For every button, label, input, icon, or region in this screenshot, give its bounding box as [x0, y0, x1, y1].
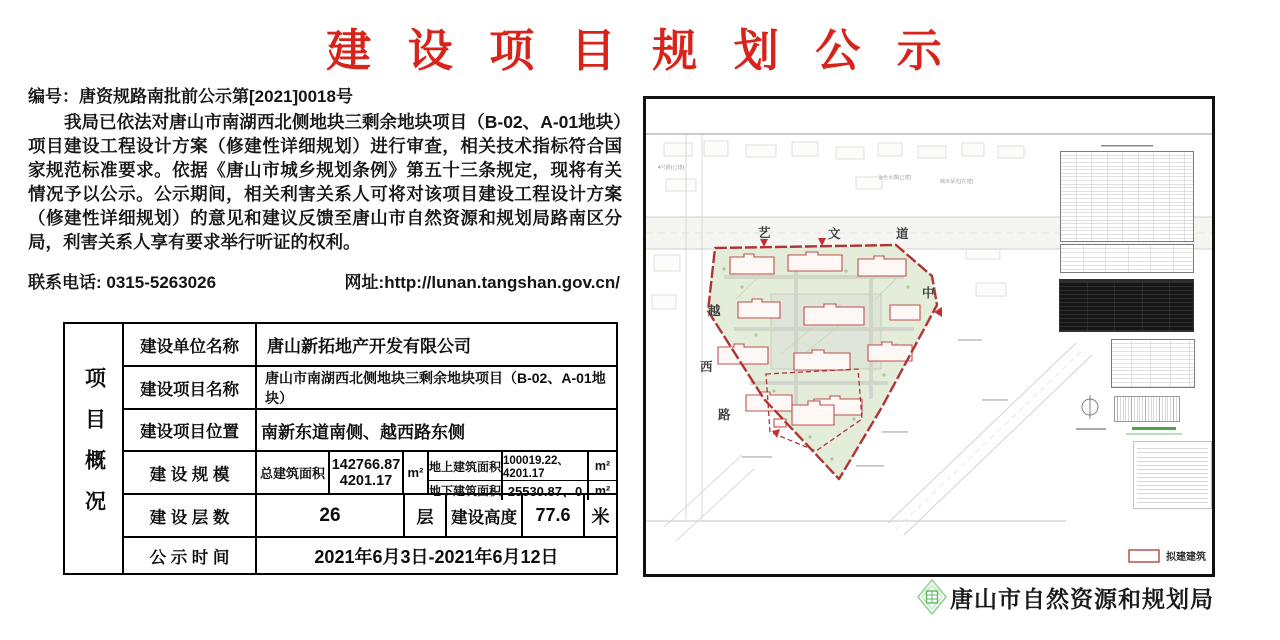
- table-row-name: [124, 367, 616, 410]
- road-top-char2: 文: [828, 227, 841, 241]
- table-rows: [124, 324, 616, 573]
- height-value: 77.6: [523, 495, 585, 536]
- table-row-floors: [124, 495, 616, 538]
- total-area-label: 总建筑面积: [257, 452, 330, 493]
- road-left-char3: 路: [718, 408, 731, 422]
- total-area-line2: 4201.17: [339, 472, 393, 489]
- project-summary-table: [63, 322, 618, 575]
- area-label-1: 4号路(已建): [658, 165, 685, 171]
- road-left-char1: 越: [708, 304, 721, 318]
- above-area-unit: m²: [594, 459, 611, 473]
- footer: [917, 579, 1214, 615]
- legend-label: 拟建建筑: [1166, 552, 1206, 563]
- indicator-table-main: [1060, 151, 1194, 242]
- unit-label: 建设单位名称: [124, 324, 257, 365]
- table-row-location: [124, 410, 616, 452]
- name-value: 唐山市南湖西北侧地块三剩余地块项目（B-02、A-01地块）: [265, 369, 606, 406]
- scale-label: 建 设 规 模: [124, 452, 257, 493]
- height-label: 建设高度: [447, 495, 523, 536]
- floors-label: 建 设 层 数: [124, 495, 257, 536]
- below-area-value: 25530.87、0: [503, 481, 589, 500]
- announcement-body: 我局已依法对唐山市南湖西北侧地块三剩余地块项目（B-02、A-01地块）项目建设工程设计方案（修建性详细规划）进行审查，相关技术指标符合国家规范标准要求。依据《唐山市城乡规划条例》第五十三条规定，现将有关情况予以公示。公示期间，相关利害关系人可将对该项目建设工程设计方案（修建性详细规划）的意见和建议反馈至唐山市自然资源和规划局路南区分局，利害关系人享有要求举行听证的权利。: [28, 112, 622, 252]
- name-label: 建设项目名称: [124, 367, 257, 408]
- bureau-name: 唐山市自然资源和规划局: [950, 585, 1214, 612]
- table1-header-tick: [1101, 145, 1153, 147]
- table-side-header: [65, 324, 124, 573]
- contact-phone: 联系电话: 0315-5263026: [28, 273, 217, 292]
- legend-swatch: [1129, 550, 1159, 562]
- road-right-char: 中: [922, 286, 935, 300]
- total-area-line1: 142766.87: [331, 456, 401, 473]
- height-unit: 米: [591, 506, 610, 527]
- floors-unit: 层: [405, 495, 447, 536]
- page-title: 建 设 项 目 规 划 公 示: [326, 25, 954, 76]
- location-label: 建设项目位置: [124, 410, 257, 450]
- indicator-table-dark: [1059, 279, 1194, 332]
- below-area-unit: m²: [594, 483, 611, 498]
- indicator-table-secondary: [1060, 244, 1194, 273]
- contact-website: 网址:http://lunan.tangshan.gov.cn/: [344, 273, 620, 292]
- period-value: 2021年6月3日-2021年6月12日: [314, 546, 559, 567]
- area-labels: [658, 164, 974, 185]
- road-left-char2: 西: [700, 360, 713, 374]
- above-ground-row: [429, 452, 616, 481]
- total-area-value: [330, 452, 404, 493]
- area-label-3: 城市荣光(在建): [940, 179, 974, 185]
- contact-row: [28, 268, 620, 293]
- table-row-scale: [124, 452, 616, 499]
- elevation-strip: [1114, 396, 1180, 422]
- legend: [1129, 550, 1206, 563]
- area-label-2: 金色水郡(已建): [878, 175, 912, 181]
- side-header-text: 项目概况: [82, 366, 106, 531]
- table-row-unit: [124, 324, 616, 367]
- road-top-char3: 道: [896, 227, 909, 241]
- site-plan-panel: [643, 96, 1215, 577]
- location-value: 南新东道南侧、越西路东侧: [261, 422, 465, 442]
- road-top-char1: 艺: [758, 226, 771, 240]
- document-number: 编号：唐资规路南批前公示第[2021]0018号: [28, 87, 353, 106]
- period-label: 公 示 时 间: [124, 538, 257, 573]
- north-arrow: [1076, 395, 1106, 429]
- indicator-table-small: [1111, 339, 1195, 388]
- below-area-label: 地下建筑面积: [429, 481, 503, 500]
- unit-value: 唐山新拓地产开发有限公司: [267, 337, 471, 356]
- notes-block: [1133, 441, 1212, 509]
- table-row-period: [124, 538, 616, 573]
- total-area-unit: m²: [404, 452, 429, 493]
- above-area-label: 地上建筑面积: [429, 452, 503, 480]
- above-area-value: 100019.22、4201.17: [503, 452, 589, 480]
- bureau-logo-icon: [917, 579, 947, 615]
- floors-value: 26: [257, 495, 405, 536]
- elevation-caption: [1126, 427, 1182, 434]
